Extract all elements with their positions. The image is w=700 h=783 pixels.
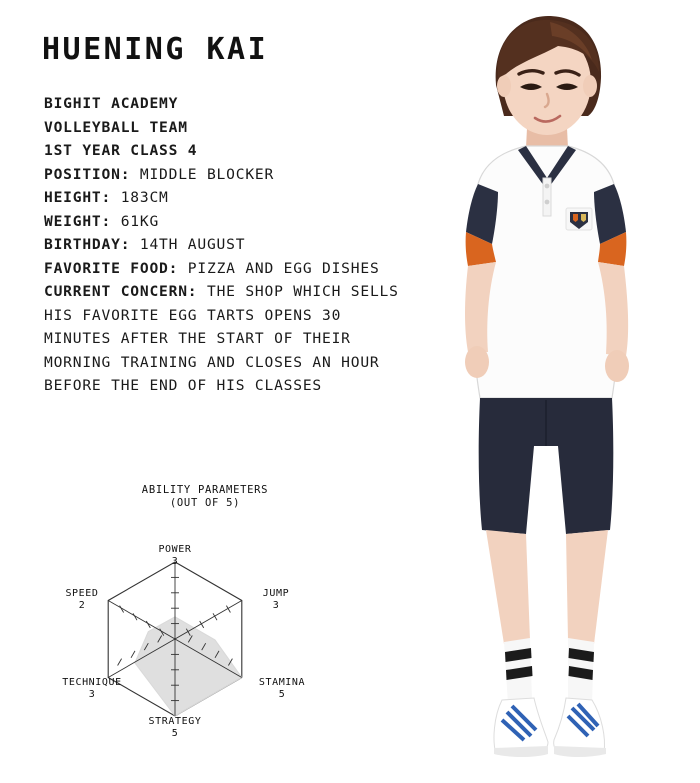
leg-left	[486, 530, 530, 644]
shoe-left	[494, 698, 548, 757]
info-label: WEIGHT:	[44, 212, 112, 230]
radar-label-jump: JUMP	[262, 588, 290, 599]
radar-label-speed: SPEED	[65, 588, 99, 599]
sock-right	[568, 638, 594, 704]
info-label: FAVORITE FOOD:	[44, 259, 179, 277]
info-value: PIZZA AND EGG DISHES	[178, 259, 380, 277]
info-label: VOLLEYBALL TEAM	[44, 118, 188, 136]
radar-value-power: 3	[171, 556, 179, 567]
radar-label-stamina: STAMINA	[258, 677, 306, 688]
sock-left	[504, 638, 533, 704]
radar-value-strategy: 5	[171, 728, 179, 739]
shirt-button-top	[545, 184, 550, 189]
info-value: THE SHOP WHICH SELLS HIS FAVORITE EGG TARTS OPENS 30 MINUTES AFTER THE START OF THEIR MORNING TRAINING AND CLOSES AN HOUR BEFORE THE END OF HIS CLASSES	[44, 283, 399, 394]
radar-value-technique: 3	[88, 689, 96, 700]
list-item	[44, 233, 404, 257]
radar-label-power: POWER	[158, 544, 192, 555]
radar-value-speed: 2	[78, 600, 86, 611]
ear-right	[583, 75, 597, 97]
shoe-right	[554, 698, 606, 757]
ear-left	[497, 75, 511, 97]
list-item	[44, 280, 404, 398]
profile-info-list	[44, 92, 404, 398]
page-title: HUENING KAI	[42, 32, 269, 67]
list-item	[44, 186, 404, 210]
radar-value-stamina: 5	[278, 689, 286, 700]
list-item	[44, 257, 404, 281]
shirt-button-bottom	[545, 200, 550, 205]
list-item	[44, 139, 404, 163]
info-value: 183CM	[111, 189, 169, 206]
radar-svg	[40, 478, 340, 739]
chart-title-text: ABILITY PARAMETERS	[141, 484, 269, 496]
info-label: CURRENT CONCERN:	[44, 283, 198, 300]
radar-value-jump: 3	[272, 600, 280, 611]
chart-subtitle-text: (OUT OF 5)	[169, 497, 241, 509]
info-label: BIRTHDAY:	[44, 236, 131, 253]
list-item	[44, 210, 404, 234]
info-value: MIDDLE BLOCKER	[130, 165, 275, 183]
info-value: 14TH AUGUST	[130, 236, 246, 253]
info-label: BIGHIT ACADEMY	[44, 95, 179, 112]
list-item	[44, 92, 404, 116]
radar-label-technique: TECHNIQUE	[62, 677, 122, 688]
radar-label-strategy: STRATEGY	[148, 716, 202, 727]
hand-left	[465, 346, 489, 378]
ability-radar-chart	[40, 478, 340, 739]
info-label: 1ST YEAR CLASS 4	[44, 142, 198, 159]
hand-right	[605, 350, 629, 382]
leg-right	[566, 530, 608, 644]
info-label: POSITION:	[44, 165, 131, 183]
info-value: 61KG	[111, 212, 160, 230]
list-item	[44, 163, 404, 187]
info-label: HEIGHT:	[44, 189, 112, 206]
profile-photo	[380, 0, 700, 783]
list-item	[44, 116, 404, 140]
